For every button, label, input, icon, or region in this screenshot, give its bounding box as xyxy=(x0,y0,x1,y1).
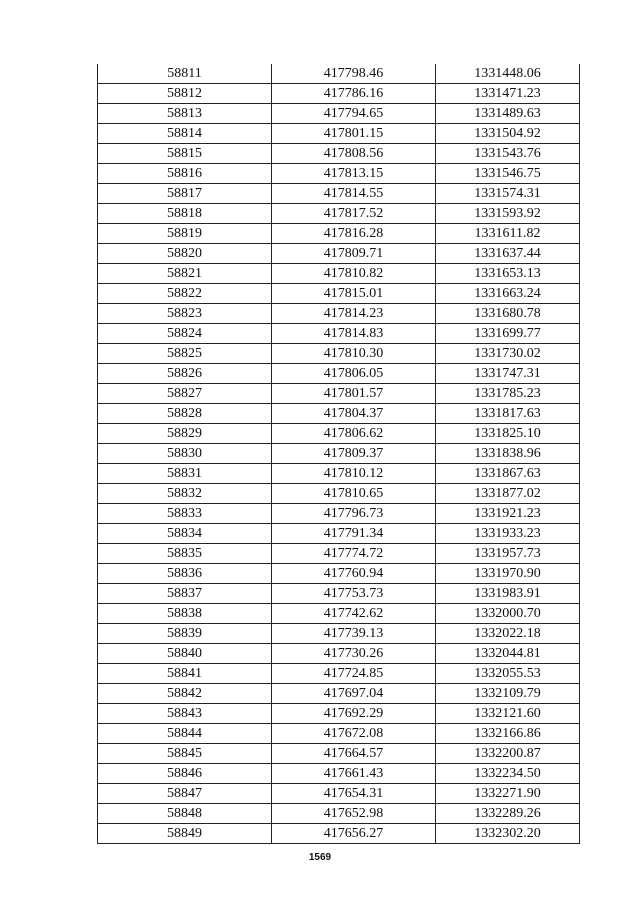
x-coordinate-cell: 417730.26 xyxy=(272,644,436,664)
point-id-cell: 58822 xyxy=(98,284,272,304)
table-body xyxy=(98,64,580,844)
table-row xyxy=(98,824,580,844)
table-row xyxy=(98,344,580,364)
point-id-cell: 58827 xyxy=(98,384,272,404)
point-id-cell: 58832 xyxy=(98,484,272,504)
y-coordinate-cell: 1332044.81 xyxy=(436,644,580,664)
y-coordinate-cell: 1331877.02 xyxy=(436,484,580,504)
table-row xyxy=(98,744,580,764)
point-id-cell: 58823 xyxy=(98,304,272,324)
y-coordinate-cell: 1331730.02 xyxy=(436,344,580,364)
table-row xyxy=(98,124,580,144)
y-coordinate-cell: 1331637.44 xyxy=(436,244,580,264)
y-coordinate-cell: 1332302.20 xyxy=(436,824,580,844)
table-row xyxy=(98,464,580,484)
x-coordinate-cell: 417664.57 xyxy=(272,744,436,764)
x-coordinate-cell: 417810.30 xyxy=(272,344,436,364)
x-coordinate-cell: 417753.73 xyxy=(272,584,436,604)
y-coordinate-cell: 1331663.24 xyxy=(436,284,580,304)
x-coordinate-cell: 417810.65 xyxy=(272,484,436,504)
point-id-cell: 58825 xyxy=(98,344,272,364)
point-id-cell: 58811 xyxy=(98,64,272,84)
table-row xyxy=(98,724,580,744)
x-coordinate-cell: 417739.13 xyxy=(272,624,436,644)
table-row xyxy=(98,284,580,304)
x-coordinate-cell: 417791.34 xyxy=(272,524,436,544)
x-coordinate-cell: 417808.56 xyxy=(272,144,436,164)
point-id-cell: 58839 xyxy=(98,624,272,644)
x-coordinate-cell: 417692.29 xyxy=(272,704,436,724)
x-coordinate-cell: 417810.12 xyxy=(272,464,436,484)
x-coordinate-cell: 417814.23 xyxy=(272,304,436,324)
y-coordinate-cell: 1331471.23 xyxy=(436,84,580,104)
y-coordinate-cell: 1331680.78 xyxy=(436,304,580,324)
table-row xyxy=(98,104,580,124)
table-row xyxy=(98,84,580,104)
table-row xyxy=(98,144,580,164)
y-coordinate-cell: 1332121.60 xyxy=(436,704,580,724)
table-row xyxy=(98,364,580,384)
table-row xyxy=(98,544,580,564)
x-coordinate-cell: 417810.82 xyxy=(272,264,436,284)
x-coordinate-cell: 417806.05 xyxy=(272,364,436,384)
point-id-cell: 58834 xyxy=(98,524,272,544)
x-coordinate-cell: 417672.08 xyxy=(272,724,436,744)
point-id-cell: 58816 xyxy=(98,164,272,184)
x-coordinate-cell: 417806.62 xyxy=(272,424,436,444)
point-id-cell: 58845 xyxy=(98,744,272,764)
y-coordinate-cell: 1331593.92 xyxy=(436,204,580,224)
point-id-cell: 58820 xyxy=(98,244,272,264)
y-coordinate-cell: 1331747.31 xyxy=(436,364,580,384)
x-coordinate-cell: 417816.28 xyxy=(272,224,436,244)
table-row xyxy=(98,504,580,524)
y-coordinate-cell: 1331867.63 xyxy=(436,464,580,484)
point-id-cell: 58826 xyxy=(98,364,272,384)
table-row xyxy=(98,804,580,824)
table-row xyxy=(98,444,580,464)
table-row xyxy=(98,664,580,684)
y-coordinate-cell: 1332271.90 xyxy=(436,784,580,804)
table-row xyxy=(98,304,580,324)
table-row xyxy=(98,264,580,284)
x-coordinate-cell: 417796.73 xyxy=(272,504,436,524)
x-coordinate-cell: 417794.65 xyxy=(272,104,436,124)
y-coordinate-cell: 1332109.79 xyxy=(436,684,580,704)
x-coordinate-cell: 417801.57 xyxy=(272,384,436,404)
table-row xyxy=(98,704,580,724)
table-row xyxy=(98,644,580,664)
y-coordinate-cell: 1332166.86 xyxy=(436,724,580,744)
table-row xyxy=(98,164,580,184)
point-id-cell: 58828 xyxy=(98,404,272,424)
y-coordinate-cell: 1331817.63 xyxy=(436,404,580,424)
y-coordinate-cell: 1331785.23 xyxy=(436,384,580,404)
x-coordinate-cell: 417809.71 xyxy=(272,244,436,264)
point-id-cell: 58846 xyxy=(98,764,272,784)
point-id-cell: 58824 xyxy=(98,324,272,344)
point-id-cell: 58831 xyxy=(98,464,272,484)
x-coordinate-cell: 417814.55 xyxy=(272,184,436,204)
table-row xyxy=(98,604,580,624)
table-row xyxy=(98,764,580,784)
point-id-cell: 58848 xyxy=(98,804,272,824)
y-coordinate-cell: 1331838.96 xyxy=(436,444,580,464)
x-coordinate-cell: 417697.04 xyxy=(272,684,436,704)
point-id-cell: 58813 xyxy=(98,104,272,124)
point-id-cell: 58840 xyxy=(98,644,272,664)
y-coordinate-cell: 1331504.92 xyxy=(436,124,580,144)
point-id-cell: 58830 xyxy=(98,444,272,464)
y-coordinate-cell: 1331933.23 xyxy=(436,524,580,544)
point-id-cell: 58821 xyxy=(98,264,272,284)
y-coordinate-cell: 1331921.23 xyxy=(436,504,580,524)
point-id-cell: 58819 xyxy=(98,224,272,244)
y-coordinate-cell: 1331546.75 xyxy=(436,164,580,184)
point-id-cell: 58829 xyxy=(98,424,272,444)
point-id-cell: 58836 xyxy=(98,564,272,584)
table-row xyxy=(98,204,580,224)
y-coordinate-cell: 1331653.13 xyxy=(436,264,580,284)
y-coordinate-cell: 1332200.87 xyxy=(436,744,580,764)
x-coordinate-cell: 417798.46 xyxy=(272,64,436,84)
y-coordinate-cell: 1331970.90 xyxy=(436,564,580,584)
y-coordinate-cell: 1332000.70 xyxy=(436,604,580,624)
y-coordinate-cell: 1332289.26 xyxy=(436,804,580,824)
x-coordinate-cell: 417809.37 xyxy=(272,444,436,464)
table-row xyxy=(98,244,580,264)
table-row xyxy=(98,224,580,244)
x-coordinate-cell: 417774.72 xyxy=(272,544,436,564)
point-id-cell: 58818 xyxy=(98,204,272,224)
point-id-cell: 58849 xyxy=(98,824,272,844)
point-id-cell: 58842 xyxy=(98,684,272,704)
table-row xyxy=(98,684,580,704)
table-row xyxy=(98,424,580,444)
x-coordinate-cell: 417724.85 xyxy=(272,664,436,684)
page-number: 1569 xyxy=(308,852,332,863)
table-row xyxy=(98,404,580,424)
y-coordinate-cell: 1331489.63 xyxy=(436,104,580,124)
table-row xyxy=(98,624,580,644)
y-coordinate-cell: 1331957.73 xyxy=(436,544,580,564)
table-row xyxy=(98,324,580,344)
x-coordinate-cell: 417817.52 xyxy=(272,204,436,224)
table-row xyxy=(98,584,580,604)
y-coordinate-cell: 1332234.50 xyxy=(436,764,580,784)
point-id-cell: 58814 xyxy=(98,124,272,144)
point-id-cell: 58841 xyxy=(98,664,272,684)
table-row xyxy=(98,784,580,804)
y-coordinate-cell: 1331448.06 xyxy=(436,64,580,84)
x-coordinate-cell: 417814.83 xyxy=(272,324,436,344)
x-coordinate-cell: 417786.16 xyxy=(272,84,436,104)
y-coordinate-cell: 1331825.10 xyxy=(436,424,580,444)
y-coordinate-cell: 1331574.31 xyxy=(436,184,580,204)
x-coordinate-cell: 417801.15 xyxy=(272,124,436,144)
point-id-cell: 58812 xyxy=(98,84,272,104)
y-coordinate-cell: 1331983.91 xyxy=(436,584,580,604)
point-id-cell: 58835 xyxy=(98,544,272,564)
y-coordinate-cell: 1332055.53 xyxy=(436,664,580,684)
y-coordinate-cell: 1331611.82 xyxy=(436,224,580,244)
y-coordinate-cell: 1332022.18 xyxy=(436,624,580,644)
table-row xyxy=(98,524,580,544)
table-row xyxy=(98,184,580,204)
point-id-cell: 58833 xyxy=(98,504,272,524)
x-coordinate-cell: 417804.37 xyxy=(272,404,436,424)
y-coordinate-cell: 1331699.77 xyxy=(436,324,580,344)
point-id-cell: 58847 xyxy=(98,784,272,804)
x-coordinate-cell: 417661.43 xyxy=(272,764,436,784)
point-id-cell: 58817 xyxy=(98,184,272,204)
point-id-cell: 58843 xyxy=(98,704,272,724)
x-coordinate-cell: 417654.31 xyxy=(272,784,436,804)
y-coordinate-cell: 1331543.76 xyxy=(436,144,580,164)
coordinate-table xyxy=(97,64,580,844)
table-row xyxy=(98,484,580,504)
point-id-cell: 58837 xyxy=(98,584,272,604)
x-coordinate-cell: 417815.01 xyxy=(272,284,436,304)
point-id-cell: 58838 xyxy=(98,604,272,624)
x-coordinate-cell: 417652.98 xyxy=(272,804,436,824)
table-row xyxy=(98,384,580,404)
point-id-cell: 58815 xyxy=(98,144,272,164)
point-id-cell: 58844 xyxy=(98,724,272,744)
x-coordinate-cell: 417813.15 xyxy=(272,164,436,184)
x-coordinate-cell: 417656.27 xyxy=(272,824,436,844)
x-coordinate-cell: 417742.62 xyxy=(272,604,436,624)
table-row xyxy=(98,564,580,584)
x-coordinate-cell: 417760.94 xyxy=(272,564,436,584)
table-row xyxy=(98,64,580,84)
